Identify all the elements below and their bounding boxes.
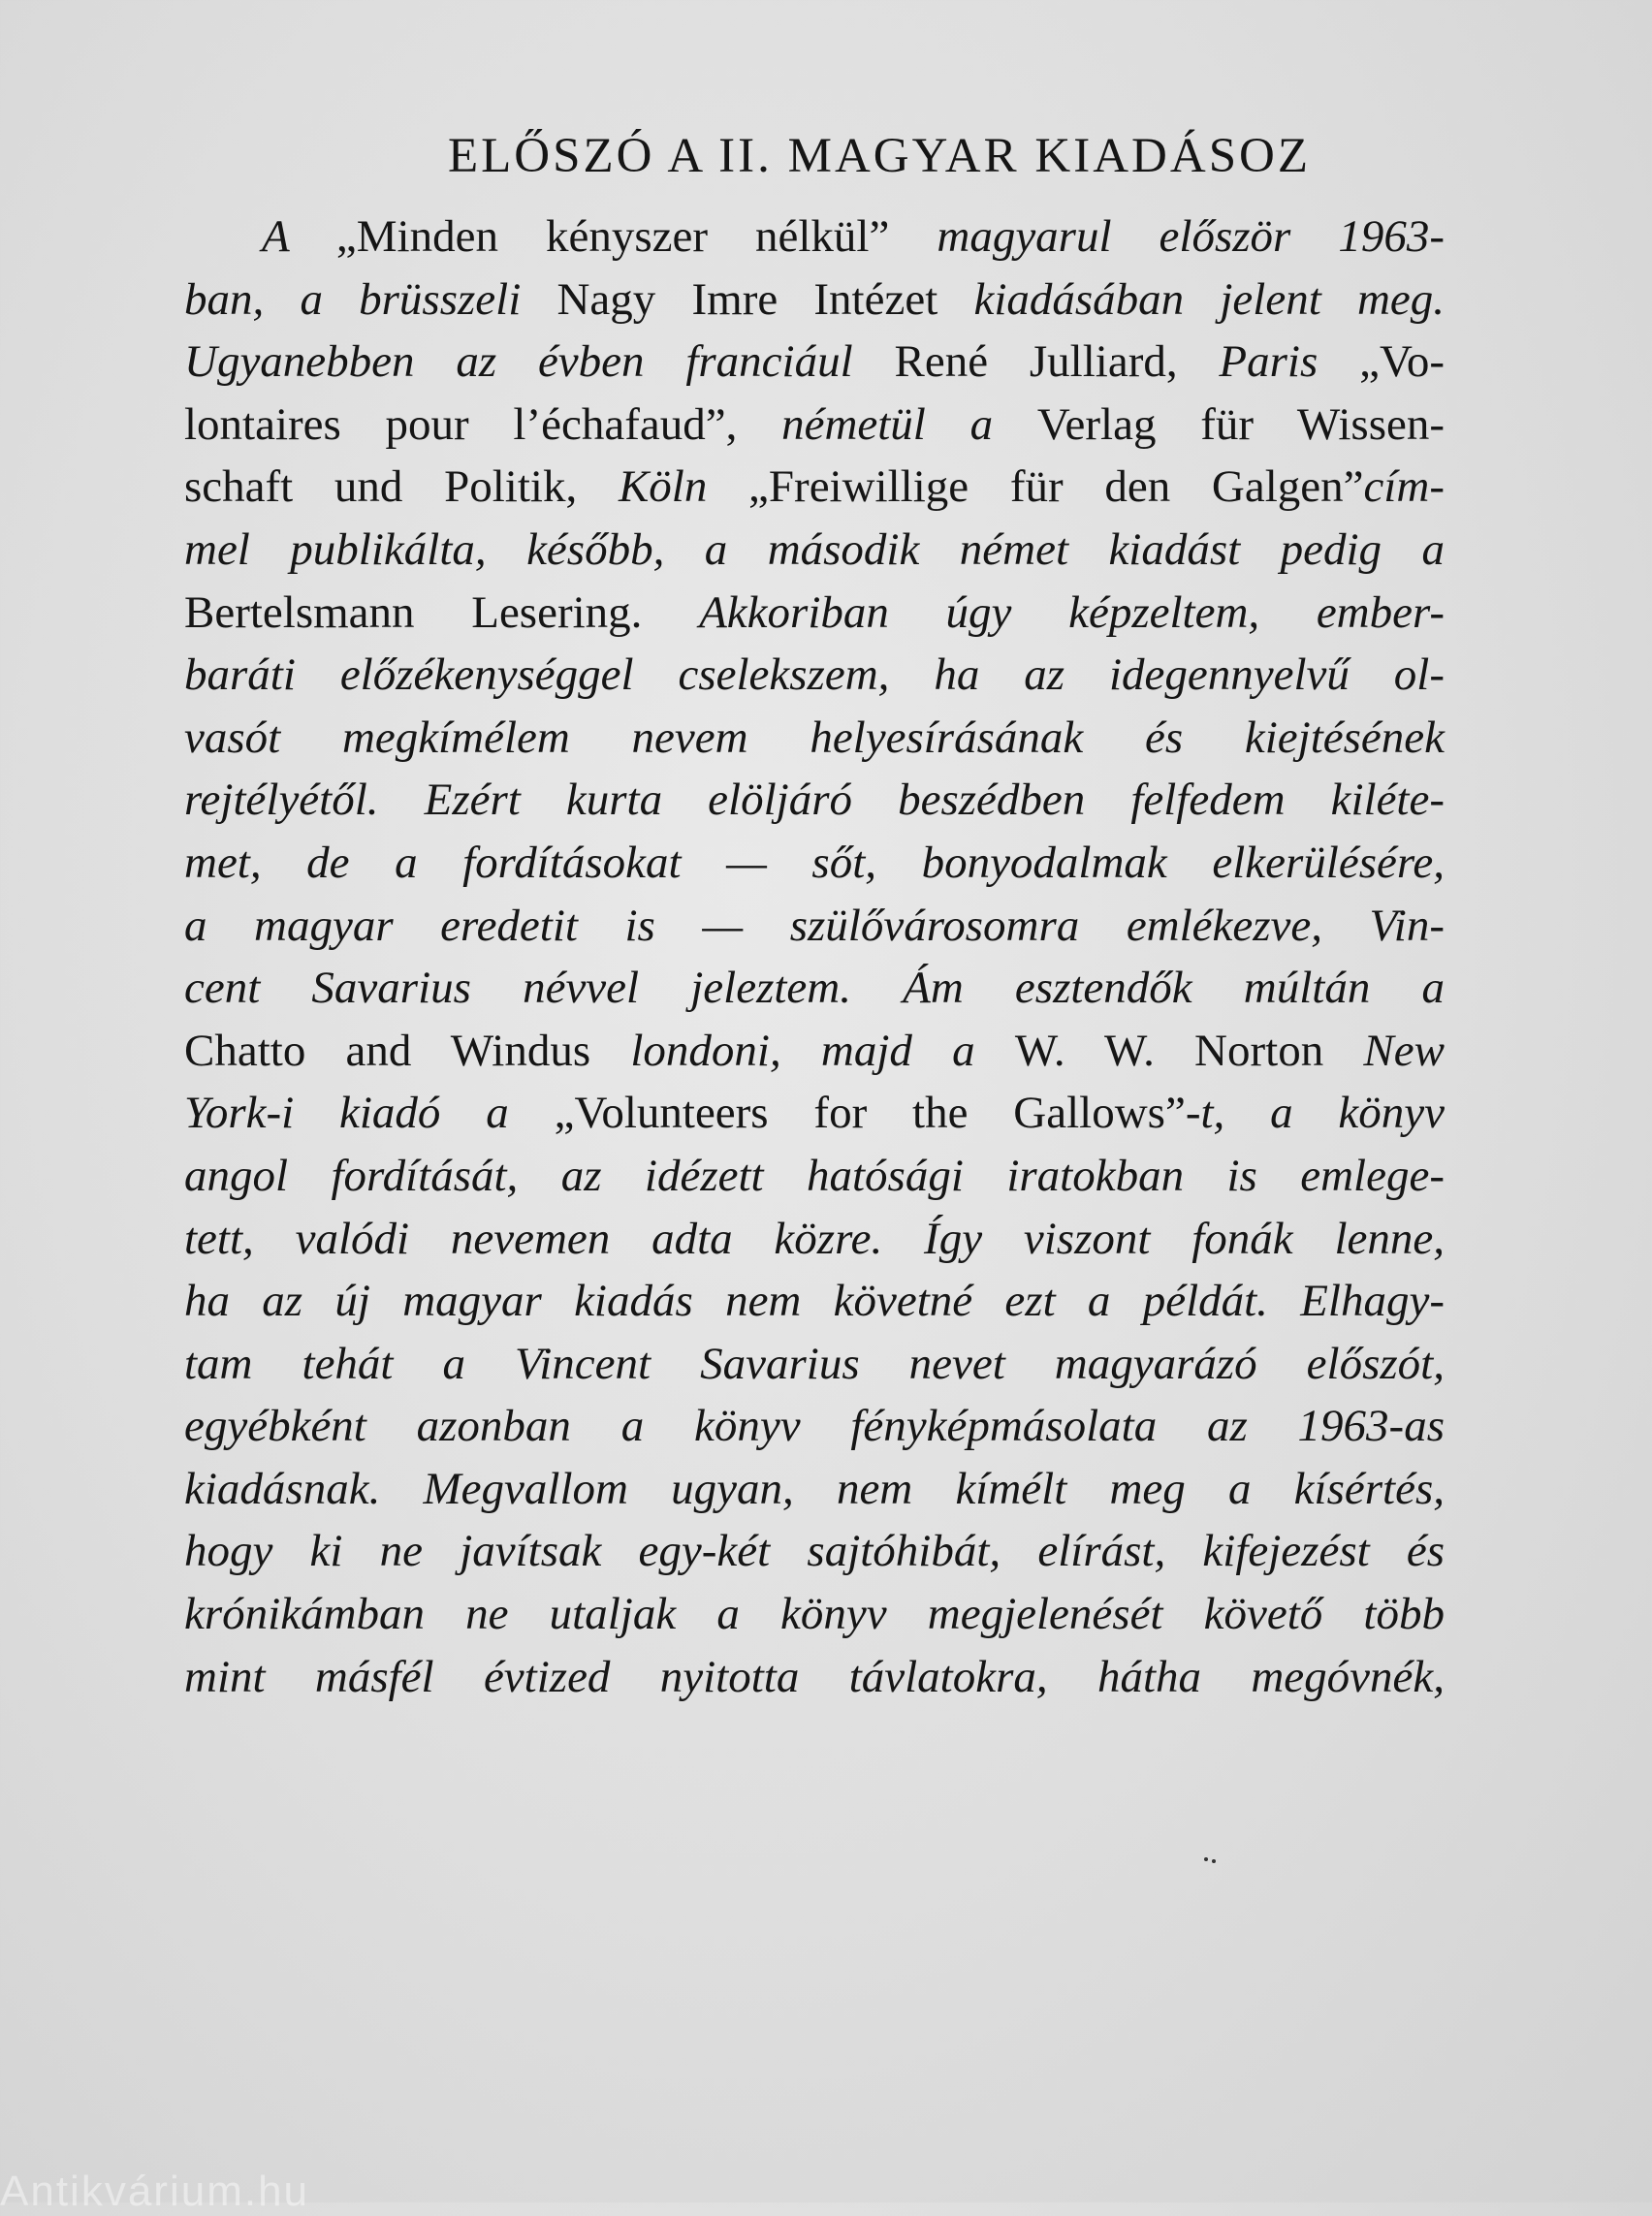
italic-text: hogy ki ne javítsak egy-két sajtóhibát, elírást, kifejezést és xyxy=(184,1526,1445,1577)
text-line xyxy=(184,1082,1445,1145)
italic-text: Akkoriban úgy képzeltem, ember- xyxy=(699,586,1445,638)
text-line xyxy=(184,769,1445,832)
text-line xyxy=(184,1583,1445,1646)
text-line xyxy=(184,1333,1445,1396)
italic-text: mel publikálta, később, a második német kiadást pedig a xyxy=(184,523,1445,575)
text-line xyxy=(184,206,1445,269)
italic-text: Köln xyxy=(618,461,749,513)
text-line xyxy=(184,1395,1445,1458)
italic-text: ban, a brüsszeli xyxy=(184,273,557,325)
speck-dot xyxy=(1204,1857,1208,1861)
text-line xyxy=(184,519,1445,582)
italic-text: Ugyanebben az évben franciául xyxy=(184,336,895,388)
roman-text: Verlag für Wissen- xyxy=(1036,398,1446,450)
italic-text: kiadásában jelent meg. xyxy=(973,273,1446,325)
roman-text: „Freiwillige für den Galgen” xyxy=(748,461,1364,513)
roman-text: lontaires pour l’échafaud”, xyxy=(184,398,782,450)
text-line xyxy=(184,1458,1445,1521)
text-line xyxy=(184,1646,1445,1709)
italic-text: egyébként azonban a könyv fényképmásolata az 1963-as xyxy=(184,1401,1445,1452)
italic-text: A xyxy=(262,211,336,262)
italic-text: németül a xyxy=(781,398,1037,450)
italic-text: ha az új magyar kiadás nem követné ezt a példát. Elhagy- xyxy=(184,1276,1445,1327)
italic-text: baráti előzékenységgel cselekszem, ha az idegennyelvű ol- xyxy=(184,649,1445,701)
italic-text: cím- xyxy=(1363,461,1445,513)
text-line xyxy=(184,1145,1445,1208)
text-line xyxy=(184,1208,1445,1271)
text-line xyxy=(184,707,1445,770)
text-line xyxy=(184,957,1445,1020)
body-text xyxy=(184,206,1445,1708)
italic-text: angol fordítását, az idézett hatósági iratokban is emlege- xyxy=(184,1150,1445,1201)
italic-text: vasót megkímélem nevem helyesírásának és kiejtésének xyxy=(184,712,1445,763)
italic-text: -t, a könyv xyxy=(1185,1088,1445,1139)
italic-text: New xyxy=(1363,1025,1445,1076)
text-line xyxy=(184,895,1445,958)
text-line xyxy=(184,832,1445,895)
text-line xyxy=(184,644,1445,707)
roman-text: „Minden kényszer nélkül” xyxy=(335,211,937,262)
italic-text: tett, valódi nevemen adta közre. Így viszont fonák lenne, xyxy=(184,1213,1445,1264)
roman-text: Chatto and Windus xyxy=(184,1025,631,1076)
roman-text: René Julliard, xyxy=(894,336,1220,388)
text-line xyxy=(184,331,1445,394)
text-line xyxy=(184,456,1445,519)
italic-text: met, de a fordításokat — sőt, bonyodalmak elkerülésére, xyxy=(184,837,1445,888)
roman-text: W. W. Norton xyxy=(1014,1025,1364,1076)
italic-text: rejtélyétől. Ezért kurta elöljáró beszédben felfedem kiléte- xyxy=(184,775,1445,826)
text-line xyxy=(184,1270,1445,1333)
roman-text: Bertelsmann Lesering. xyxy=(184,586,700,638)
print-specks xyxy=(1204,1857,1218,1863)
italic-text: Paris xyxy=(1219,336,1360,388)
roman-text: Nagy Imre Intézet xyxy=(556,273,974,325)
page-heading: ELŐSZÓ A II. MAGYAR KIADÁSOZ xyxy=(447,129,1312,183)
roman-text: „Vo- xyxy=(1359,336,1445,388)
text-line xyxy=(184,269,1445,332)
text-line xyxy=(184,1520,1445,1583)
italic-text: kiadásnak. Megvallom ugyan, nem kímélt meg a kísértés, xyxy=(184,1463,1445,1514)
roman-text: „Volunteers for the Gallows” xyxy=(554,1088,1186,1139)
speck-dot xyxy=(1212,1859,1216,1863)
text-line xyxy=(184,1020,1445,1083)
italic-text: York-i kiadó a xyxy=(184,1088,555,1139)
italic-text: cent Savarius névvel jeleztem. Ám esztendők múltán a xyxy=(184,963,1445,1014)
italic-text: a magyar eredetit is — szülővárosomra emlékezve, Vin- xyxy=(184,900,1445,951)
text-line xyxy=(184,394,1445,457)
roman-text: schaft und Politik, xyxy=(184,461,619,513)
italic-text: mint másfél évtized nyitotta távlatokra, hátha megóvnék, xyxy=(184,1651,1445,1702)
text-line xyxy=(184,582,1445,645)
italic-text: tam tehát a Vincent Savarius nevet magyarázó előszót, xyxy=(184,1338,1445,1389)
italic-text: krónikámban ne utaljak a könyv megjelenését követő több xyxy=(184,1589,1445,1640)
italic-text: londoni, majd a xyxy=(630,1025,1015,1076)
italic-text: magyarul először 1963- xyxy=(937,211,1445,262)
watermark-logo: Antikvárium.hu xyxy=(0,2168,310,2215)
